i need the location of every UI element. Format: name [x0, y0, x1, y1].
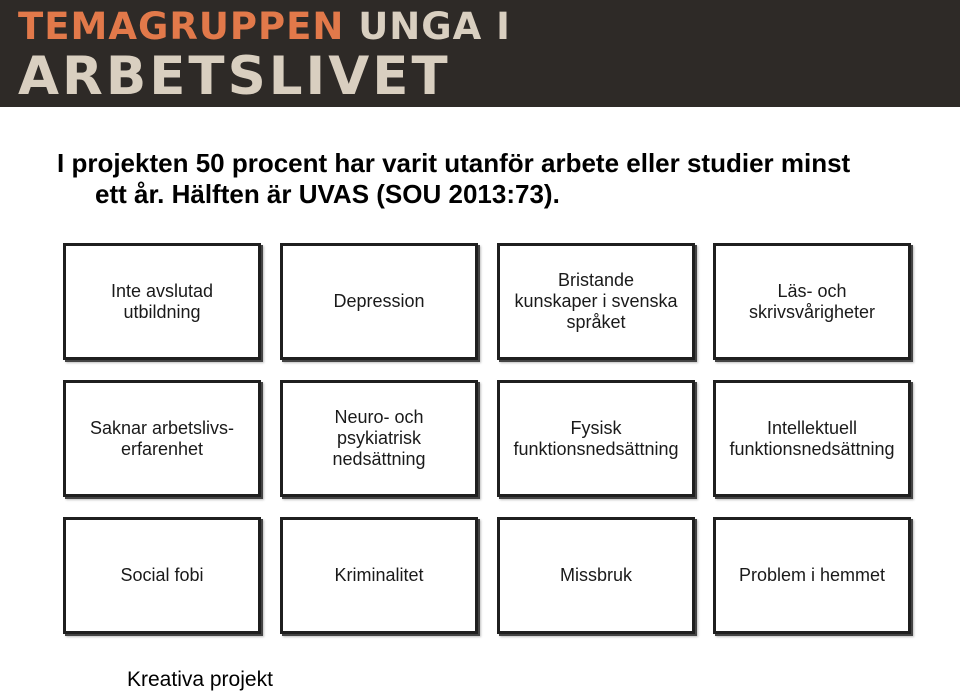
factor-box-label-line: Missbruk [559, 565, 632, 585]
heading-line-1: I projekten 50 procent har varit utanför arbete eller studier minst [57, 148, 851, 178]
factor-box-label-line: funktionsnedsättning [729, 438, 895, 459]
factor-box-depression [280, 243, 478, 360]
factor-box-label [735, 565, 889, 586]
factor-box-label-line: Problem i hemmet [738, 565, 886, 585]
heading-line-2: ett år. Hälften är UVAS (SOU 2013:73). [95, 179, 560, 209]
factor-box-kriminalitet [280, 517, 478, 634]
factor-box-label [556, 565, 636, 586]
logo-line-1 [18, 5, 511, 48]
logo-word-unga-i: UNGA I [358, 5, 511, 48]
factor-box-inte-avslutad-utbildning [63, 243, 261, 360]
factor-box-label [330, 565, 427, 586]
factor-box-label-line: utbildning [123, 301, 201, 322]
factor-box-label-line: erfarenhet [120, 438, 204, 459]
factor-box-label [328, 407, 429, 470]
factor-box-neuro-och-psykiatrisk [280, 380, 478, 497]
factor-box-label [107, 281, 217, 323]
logo-word-temagruppen: TEMAGRUPPEN [18, 5, 345, 48]
factor-box-label-line: Social fobi [120, 565, 204, 585]
factor-box-label-line: Neuro- och [334, 407, 424, 427]
factor-box-label-line: funktionsnedsättning [513, 438, 679, 459]
factor-box-label-line: nedsättning [332, 449, 426, 469]
factor-box-problem-i-hemmet [713, 517, 911, 634]
factor-box-bristande-kunskaper [497, 243, 695, 360]
factor-box-label-line: skrivsvårigheter [748, 301, 876, 322]
factor-box-label-line: Bristande [557, 270, 635, 290]
factor-box-label [116, 565, 207, 586]
factor-box-label-line: Inte avslutad [110, 280, 214, 301]
factor-box-label-line: Intellektuell [766, 417, 858, 438]
page-heading [57, 148, 917, 210]
factor-box-label [329, 291, 428, 312]
factor-box-label [509, 418, 682, 460]
logo-line-2: ARBETSLIVET [18, 46, 451, 107]
factor-box-social-fobi [63, 517, 261, 634]
factor-box-missbruk [497, 517, 695, 634]
factor-box-label [86, 418, 238, 460]
factor-box-label-line: Fysisk [570, 417, 622, 438]
header-banner [0, 0, 960, 107]
factor-box-label-line: kunskaper i svenska [514, 291, 678, 311]
factor-box-label-line: Depression [333, 291, 425, 311]
factor-box-intellektuell-funktionsnedsattning [713, 380, 911, 497]
factor-box-label-line: språket [566, 312, 626, 332]
factor-box-fysisk-funktionsnedsattning [497, 380, 695, 497]
factor-box-label-line: Saknar arbetslivs- [89, 417, 235, 438]
factor-box-label-line: psykiatrisk [336, 428, 421, 448]
factor-box-label-line: Läs- och [777, 280, 847, 301]
factor-box-label [745, 281, 879, 323]
factor-box-label [725, 418, 898, 460]
factor-box-las-och-skrivsvarigheter [713, 243, 911, 360]
footer-text: Kreativa projekt [127, 668, 273, 691]
factor-box-label-line: Kriminalitet [334, 565, 424, 585]
factor-box-saknar-arbetslivserfarenhet [63, 380, 261, 497]
factor-box-label [510, 270, 681, 333]
